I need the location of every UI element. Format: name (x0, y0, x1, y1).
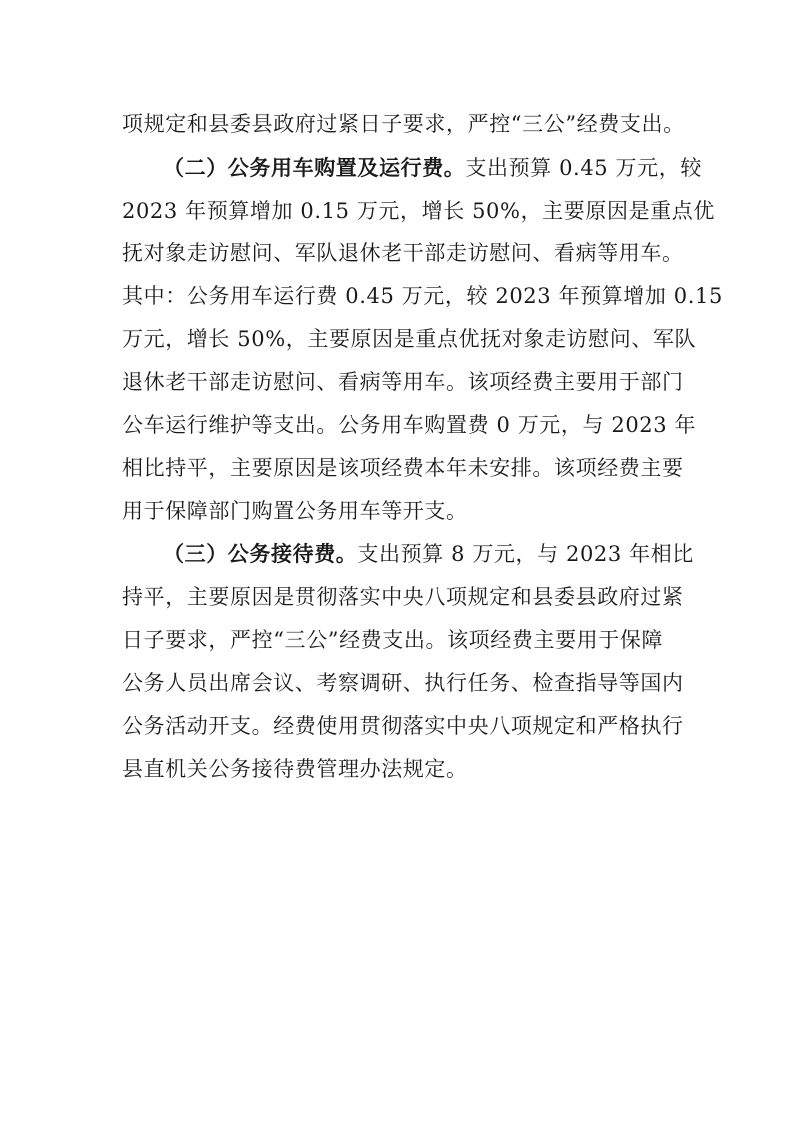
text-line: 持平，主要原因是贯彻落实中央八项规定和县委县政府过紧 (122, 585, 684, 609)
section-3-heading: （三）公务接待费。 (163, 542, 358, 566)
text-span: 支出预算 8 万元，与 2023 年相比 (357, 542, 694, 566)
text-line: 2023 年预算增加 0.15 万元，增长 50%，主要原因是重点优 (122, 199, 715, 223)
text-line: 抚对象走访慰问、军队退休老干部走访慰问、看病等用车。 (122, 241, 684, 265)
section-2-first-line (163, 151, 702, 185)
text-line: 县直机关公务接待费管理办法规定。 (122, 757, 468, 781)
section-2-heading: （二）公务用车购置及运行费。 (163, 156, 466, 180)
text-line: 项规定和县委县政府过紧日子要求，严控“三公”经费支出。 (122, 112, 685, 136)
text-line: 用于保障部门购置公务用车等开支。 (122, 499, 468, 523)
text-line: 其中：公务用车运行费 0.45 万元，较 2023 年预算增加 0.15 (122, 284, 723, 308)
text-line: 日子要求，严控“三公”经费支出。该项经费主要用于保障 (122, 628, 664, 652)
text-line: 公务活动开支。经费使用贯彻落实中央八项规定和严格执行 (122, 714, 684, 738)
section-3-first-line (163, 537, 694, 571)
text-line: 公车运行维护等支出。公务用车购置费 0 万元，与 2023 年 (122, 413, 697, 437)
text-line: 万元，增长 50%，主要原因是重点优抚对象走访慰问、军队 (122, 327, 697, 351)
text-span: 支出预算 0.45 万元，较 (465, 156, 702, 180)
text-line: 相比持平，主要原因是该项经费本年未安排。该项经费主要 (122, 456, 684, 480)
text-line: 退休老干部走访慰问、看病等用车。该项经费主要用于部门 (122, 370, 684, 394)
text-line: 公务人员出席会议、考察调研、执行任务、检查指导等国内 (122, 671, 684, 695)
